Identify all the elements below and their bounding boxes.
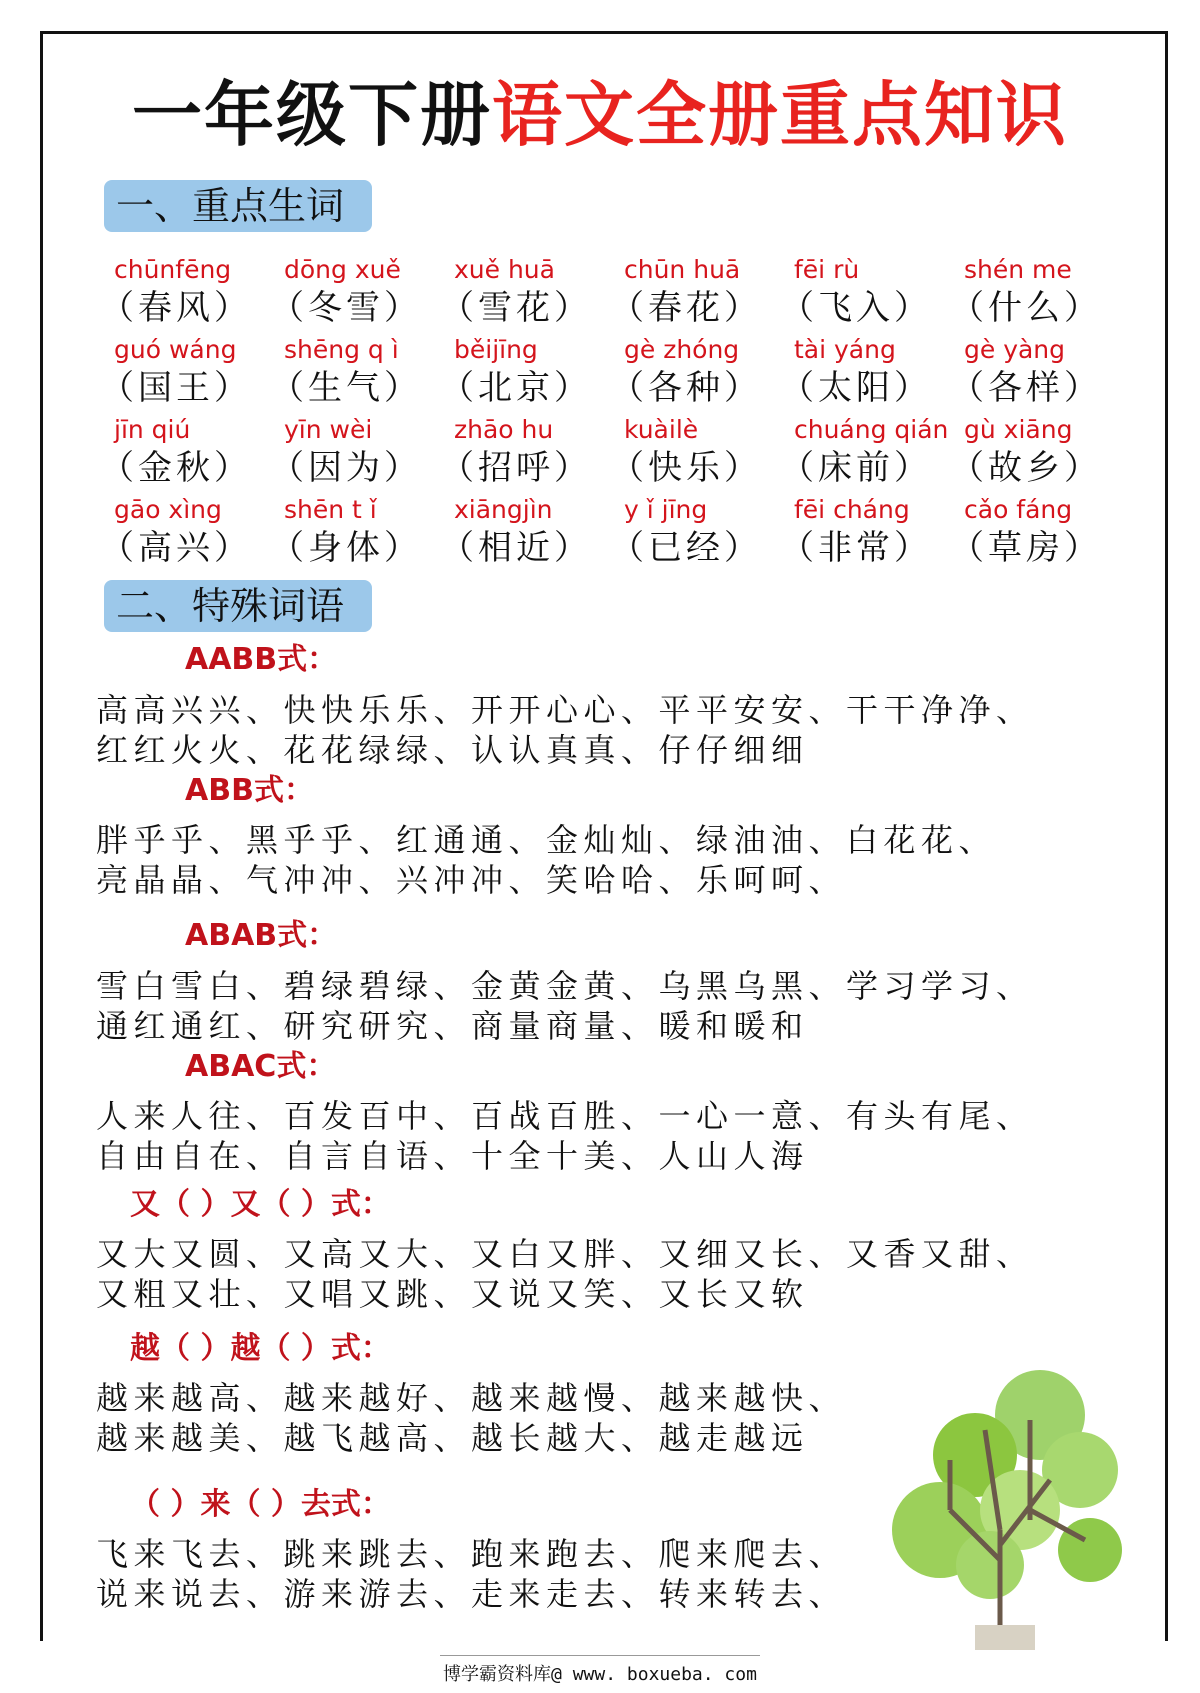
group-line: 通红通红、研究研究、商量商量、暖和暖和 <box>96 1007 809 1045</box>
group-line: 越来越美、越飞越高、越长越大、越走越远 <box>96 1419 809 1457</box>
word: （金秋） <box>100 448 252 488</box>
vocab-item <box>780 333 950 413</box>
vocab-row <box>100 413 1110 493</box>
vocab-item <box>100 333 270 413</box>
pinyin: gù xiāng <box>964 415 1073 444</box>
word: （雪花） <box>440 288 592 328</box>
vocab-item <box>780 253 950 333</box>
section-heading-vocab: 一、重点生词 <box>104 180 372 232</box>
group-label-abab: ABAB式： <box>185 918 338 953</box>
vocab-row <box>100 253 1110 333</box>
vocab-item <box>950 493 1120 573</box>
word: （已经） <box>610 528 762 568</box>
group-label-abac: ABAC式： <box>185 1049 337 1084</box>
pinyin: guó wáng <box>114 335 237 364</box>
vocab-row <box>100 493 1110 573</box>
vocab-item <box>950 333 1120 413</box>
pinyin: chuáng qián <box>794 415 949 444</box>
vocab-item <box>610 253 780 333</box>
word: （飞入） <box>780 288 932 328</box>
pinyin: fēi cháng <box>794 495 910 524</box>
pinyin: y ǐ jīng <box>624 495 708 524</box>
pinyin: kuàilè <box>624 415 699 444</box>
pinyin: chūn huā <box>624 255 741 284</box>
vocab-item <box>440 493 610 573</box>
group-label-laiqu: （ ）来（ ）去式： <box>130 1487 391 1522</box>
vocab-item <box>440 253 610 333</box>
pinyin: jīn qiú <box>114 415 191 444</box>
word: （快乐） <box>610 448 762 488</box>
vocab-item <box>270 493 440 573</box>
word: （生气） <box>270 368 422 408</box>
pinyin: chūnfēng <box>114 255 232 284</box>
group-label-you: 又（ ）又（ ）式： <box>130 1187 391 1222</box>
word: （各样） <box>950 368 1102 408</box>
pinyin: xuě huā <box>454 255 555 284</box>
pinyin: běijīng <box>454 335 538 364</box>
vocab-grid <box>100 253 1110 573</box>
word: （各种） <box>610 368 762 408</box>
pinyin: fēi rù <box>794 255 860 284</box>
pinyin: shén me <box>964 255 1072 284</box>
group-line: 自由自在、自言自语、十全十美、人山人海 <box>96 1137 809 1175</box>
group-label-yue: 越（ ）越（ ）式： <box>130 1331 391 1366</box>
title-part1: 一年级下册 <box>132 74 492 156</box>
group-line: 红红火火、花花绿绿、认认真真、仔仔细细 <box>96 731 809 769</box>
vocab-item <box>610 413 780 493</box>
pinyin: yīn wèi <box>284 415 373 444</box>
group-line: 又大又圆、又高又大、又白又胖、又细又长、又香又甜、 <box>96 1235 1034 1273</box>
group-line: 雪白雪白、碧绿碧绿、金黄金黄、乌黑乌黑、学习学习、 <box>96 967 1034 1005</box>
group-line: 高高兴兴、快快乐乐、开开心心、平平安安、干干净净、 <box>96 691 1034 729</box>
word: （草房） <box>950 528 1102 568</box>
group-line: 又粗又壮、又唱又跳、又说又笑、又长又软 <box>96 1275 809 1313</box>
pinyin: xiāngjìn <box>454 495 553 524</box>
group-line: 亮晶晶、气冲冲、兴冲冲、笑哈哈、乐呵呵、 <box>96 861 847 899</box>
vocab-item <box>100 493 270 573</box>
tree-illustration <box>880 1360 1130 1650</box>
vocab-item <box>270 253 440 333</box>
vocab-item <box>950 253 1120 333</box>
vocab-item <box>780 413 950 493</box>
vocab-item <box>440 333 610 413</box>
footer-divider <box>440 1655 760 1656</box>
pinyin: dōng xuě <box>284 255 401 284</box>
vocab-item <box>780 493 950 573</box>
word: （春风） <box>100 288 252 328</box>
page-title <box>0 70 1200 160</box>
pinyin: gāo xìng <box>114 495 222 524</box>
vocab-item <box>610 333 780 413</box>
vocab-item <box>270 333 440 413</box>
pinyin: cǎo fáng <box>964 495 1073 524</box>
word: （北京） <box>440 368 592 408</box>
word: （国王） <box>100 368 252 408</box>
word: （招呼） <box>440 448 592 488</box>
group-line: 说来说去、游来游去、走来走去、转来转去、 <box>96 1575 847 1613</box>
vocab-row <box>100 333 1110 413</box>
vocab-item <box>100 413 270 493</box>
section-heading-special: 二、特殊词语 <box>104 580 372 632</box>
word: （故乡） <box>950 448 1102 488</box>
vocab-item <box>440 413 610 493</box>
word: （什么） <box>950 288 1102 328</box>
group-line: 越来越高、越来越好、越来越慢、越来越快、 <box>96 1379 847 1417</box>
footer-text: 博学霸资料库@ www. boxueba. com <box>443 1664 757 1685</box>
pinyin: shēn t ǐ <box>284 495 377 524</box>
word: （冬雪） <box>270 288 422 328</box>
group-line: 飞来飞去、跳来跳去、跑来跑去、爬来爬去、 <box>96 1535 847 1573</box>
pinyin: gè zhóng <box>624 335 740 364</box>
vocab-item <box>100 253 270 333</box>
word: （太阳） <box>780 368 932 408</box>
word: （春花） <box>610 288 762 328</box>
vocab-item <box>610 493 780 573</box>
pinyin: tài yáng <box>794 335 896 364</box>
group-line: 人来人往、百发百中、百战百胜、一心一意、有头有尾、 <box>96 1097 1034 1135</box>
group-label-abb: ABB式： <box>185 773 314 808</box>
title-part2: 语文全册重点知识 <box>492 74 1068 156</box>
group-line: 胖乎乎、黑乎乎、红通通、金灿灿、绿油油、白花花、 <box>96 821 997 859</box>
pinyin: shēng q ì <box>284 335 399 364</box>
word: （相近） <box>440 528 592 568</box>
word: （非常） <box>780 528 932 568</box>
pinyin: zhāo hu <box>454 415 554 444</box>
vocab-item <box>950 413 1120 493</box>
word: （因为） <box>270 448 422 488</box>
word: （身体） <box>270 528 422 568</box>
vocab-item <box>270 413 440 493</box>
word: （高兴） <box>100 528 252 568</box>
word: （床前） <box>780 448 932 488</box>
group-label-aabb: AABB式： <box>185 642 338 677</box>
pinyin: gè yàng <box>964 335 1066 364</box>
